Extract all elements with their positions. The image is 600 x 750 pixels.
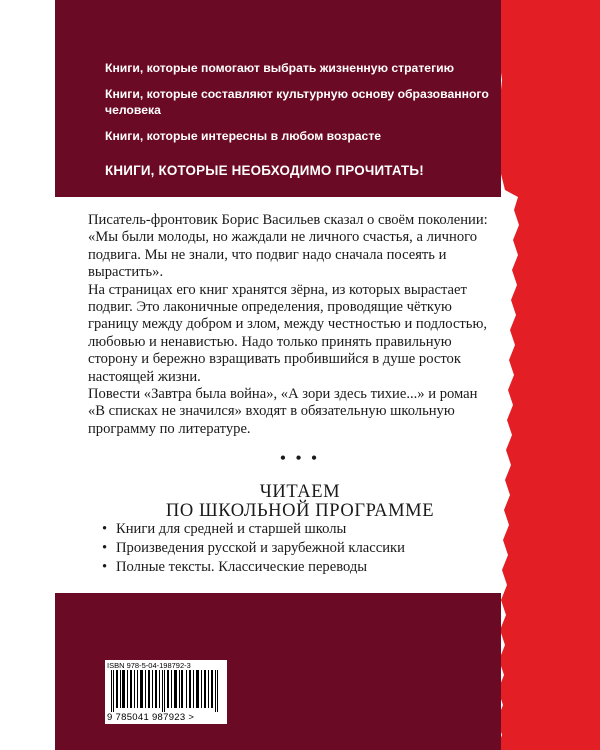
series-feature-text: Полные тексты. Классические переводы: [116, 559, 368, 575]
series-feature-item: [102, 539, 502, 558]
series-feature-item: [102, 520, 502, 539]
bullet-icon: •: [102, 540, 108, 556]
top-feature-item: Книги, которые помогают выбрать жизненную стратегию: [105, 61, 455, 75]
top-feature-item: Книги, которые составляют культурную основу образованного человека: [105, 87, 489, 117]
section-separator: • • •: [280, 450, 320, 467]
description-text: [88, 212, 488, 438]
series-feature-text: Книги для средней и старшей школы: [116, 521, 347, 537]
series-title: [0, 483, 600, 521]
series-features-list: [102, 520, 502, 577]
barcode-digits: 9 785041 987923 >: [107, 712, 195, 723]
top-feature-item: Книги, которые интересны в любом возрасте: [105, 129, 382, 143]
series-feature-text: Произведения русской и зарубежной классики: [116, 540, 405, 556]
bullet-icon: •: [102, 521, 108, 537]
description-paragraph: На страницах его книг хранятся зёрна, из которых вырастает подвиг. Это лаконичные определения, проводящие чёткую границу между добром и злом, между честностью и подлостью, любовью и ненавистью. Надо только принять правильную сторону и бережно взращивать пробившийся в душе росток настоящей жизни.: [88, 281, 488, 385]
top-features-list: [105, 60, 495, 154]
description-paragraph: Писатель-фронтовик Борис Васильев сказал о своём поколении: «Мы были молоды, но жаждали не личного счастья, а личного подвига. Мы не знали, что подвиг надо сначала посеять и вырастить».: [88, 212, 488, 281]
series-feature-item: [102, 558, 502, 577]
series-title-line: ПО ШКОЛЬНОЙ ПРОГРАММЕ: [165, 501, 435, 521]
series-title-line: ЧИТАЕМ: [259, 482, 341, 502]
isbn-text: ISBN 978-5-04-198792-3: [107, 661, 191, 670]
description-paragraph: Повести «Завтра была война», «А зори здесь тихие...» и роман «В списках не значился» входят в обязательную школьную программу по литературе.: [88, 386, 478, 437]
barcode-bars: [109, 670, 225, 712]
bullet-icon: •: [102, 559, 108, 575]
barcode-label: [105, 660, 227, 724]
top-slogan: КНИГИ, КОТОРЫЕ НЕОБХОДИМО ПРОЧИТАТЬ!: [105, 163, 424, 178]
